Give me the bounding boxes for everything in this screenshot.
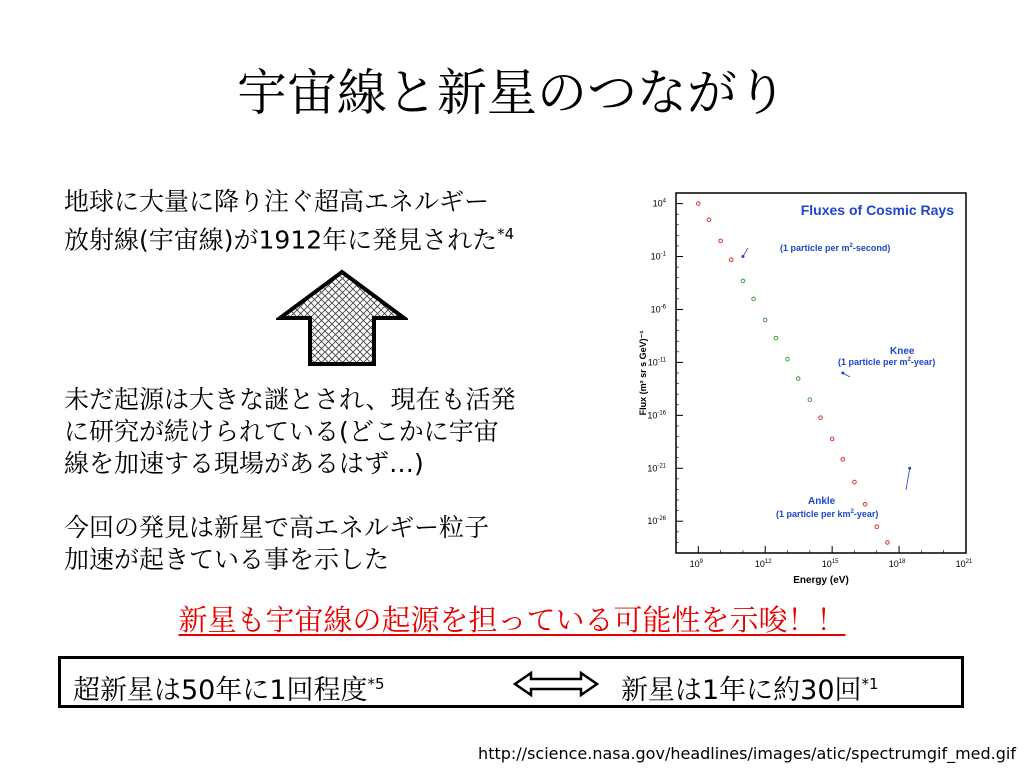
y-tick-exponent: -16 (657, 410, 666, 417)
annotation-tip (841, 372, 844, 375)
paragraph-discovery-text: 放射線(宇宙線)が1912年に発見された (64, 225, 498, 255)
double-arrow-icon (513, 671, 599, 697)
y-tick-label: $10^4$ (652, 198, 666, 209)
x-tick-label: $10^{12}$ (754, 559, 772, 569)
chart-title: Fluxes of Cosmic Rays (800, 202, 954, 218)
annotation-tip (908, 467, 911, 470)
y-tick-exponent: -21 (657, 463, 666, 470)
paragraph-mystery (64, 384, 624, 480)
x-tick-label: $10^9$ (689, 559, 703, 569)
annotation-heading: Knee (890, 346, 915, 357)
slide-title: 宇宙線と新星のつながり (237, 64, 787, 122)
y-tick-exponent: 4 (662, 198, 666, 205)
annotation-sup: 2 (849, 243, 853, 249)
y-tick-label: $10^{-26}$ (647, 516, 666, 527)
y-tick-label: $10^{-1}$ (650, 251, 666, 262)
y-tick-exponent: -26 (657, 516, 666, 523)
paragraph-discovery-line2 (64, 218, 624, 256)
supernova-rate-text: 超新星は50年に1回程度 (73, 675, 368, 706)
y-tick-label: $10^{-11}$ (647, 357, 666, 368)
paragraph-result-line2: 加速が起きている事を示した (64, 545, 390, 574)
paragraph-result-line1: 今回の発見は新星で高エネルギー粒子 (64, 513, 490, 542)
y-tick-label: $10^{-16}$ (647, 410, 666, 421)
y-axis-label: Flux (m² sr s GeV)⁻¹ (638, 330, 648, 416)
annotation-text-end: -second) (852, 243, 891, 253)
source-url: http://science.nasa.gov/headlines/images/atic/spectrumgif_med.gif (478, 744, 1016, 763)
nova-rate (621, 668, 879, 707)
x-tick-exponent: 12 (764, 559, 772, 565)
paragraph-mystery-line2: に研究が続けられている(どこかに宇宙 (64, 417, 499, 446)
y-tick-label: $10^{-6}$ (650, 304, 666, 315)
x-tick-label: $10^{21}$ (955, 559, 973, 569)
y-tick-exponent: -1 (660, 251, 666, 258)
annotation-text: (1 particle per $m^2-second$) (780, 243, 891, 253)
x-tick-exponent: 21 (965, 559, 973, 565)
paragraph-discovery-line1: 地球に大量に降り注ぐ超高エネルギー (64, 187, 490, 216)
x-tick-exponent: 9 (699, 559, 703, 565)
x-tick-label: $10^{15}$ (821, 559, 839, 569)
footnote-ref-1: *1 (861, 675, 879, 693)
annotation-heading: Ankle (808, 496, 836, 507)
annotation-sup: 2 (907, 357, 911, 363)
footnote-ref-4: *4 (497, 225, 515, 243)
annotation-tip (741, 255, 744, 258)
highlight-text: 新星も宇宙線の起源を担っている可能性を示唆！！ (178, 603, 846, 637)
paragraph-discovery (64, 186, 624, 256)
supernova-rate (73, 668, 385, 707)
x-axis-label: Energy (eV) (793, 575, 849, 586)
annotation-text-end: -year) (853, 509, 879, 519)
paragraph-result (64, 512, 624, 576)
annotation-text-end: -year) (910, 357, 936, 367)
footnote-ref-5: *5 (367, 675, 385, 693)
up-arrow-icon (276, 268, 408, 368)
annotation-text: (1 particle per $m^2-year$) (838, 357, 936, 367)
paragraph-mystery-line1: 未だ起源は大きな謎とされ、現在も活発 (64, 385, 516, 414)
paragraph-mystery-line3: 線を加速する現場があるはず…) (64, 449, 424, 478)
y-tick-exponent: -6 (660, 304, 666, 311)
x-tick-label: $10^{18}$ (888, 559, 906, 569)
annotation-text: (1 particle per $km^2-year$) (776, 509, 879, 519)
comparison-box (58, 656, 964, 708)
y-tick-label: $10^{-21}$ (647, 463, 666, 474)
y-tick-exponent: -11 (657, 357, 666, 364)
annotation-sup: 2 (850, 509, 854, 515)
cosmic-ray-flux-chart (628, 185, 974, 591)
nova-rate-text: 新星は1年に約30回 (621, 675, 862, 706)
highlight-conclusion (0, 600, 1024, 640)
x-tick-exponent: 18 (898, 559, 906, 565)
x-tick-exponent: 15 (831, 559, 839, 565)
